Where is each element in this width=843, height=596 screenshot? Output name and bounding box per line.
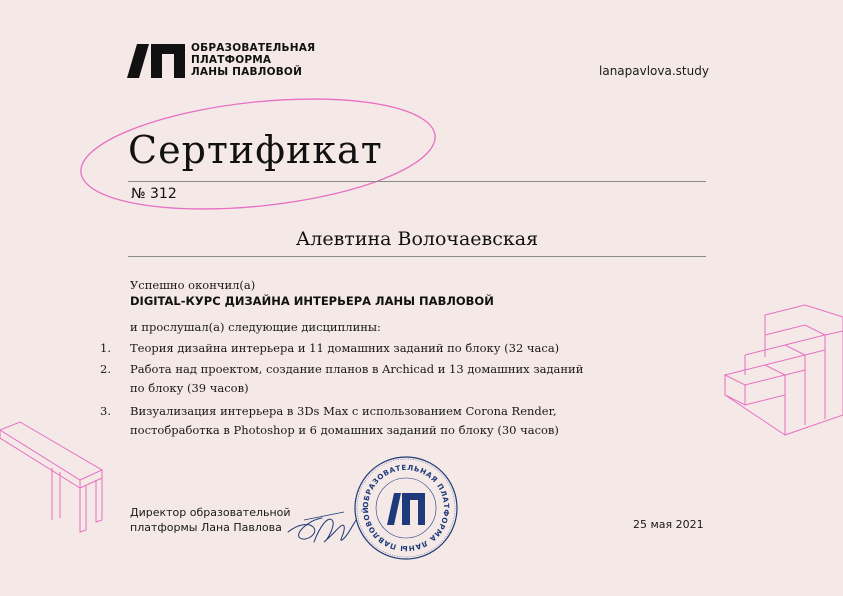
- list-number: 2.: [100, 362, 111, 376]
- signature-icon: [284, 502, 364, 550]
- logo-line: ЛАНЫ ПАВЛОВОЙ: [191, 66, 303, 78]
- logo-line: ПЛАТФОРМА: [191, 54, 272, 66]
- list-item-line: Теория дизайна интерьера и 11 домашних заданий по блоку (32 часа): [130, 341, 560, 355]
- recipient-name: Алевтина Волочаевская: [295, 228, 539, 250]
- divider: [128, 181, 706, 182]
- platform-logo: [127, 42, 327, 78]
- disciplines-intro: и прослушал(а) следующие дисциплины:: [130, 320, 381, 334]
- list-number: 1.: [100, 341, 111, 355]
- list-item-line: постобработка в Photoshop и 6 домашних заданий по блоку (30 часов): [130, 423, 559, 437]
- course-name: DIGITAL-КУРС ДИЗАЙНА ИНТЕРЬЕРА ЛАНЫ ПАВЛОВОЙ: [130, 294, 494, 308]
- stamp-seal-icon: [353, 455, 459, 561]
- list-item: [130, 360, 600, 398]
- list-item-line: Работа над проектом, создание планов в Archicad и 13 домашних заданий: [130, 362, 584, 376]
- list-item-line: по блоку (39 часов): [130, 381, 249, 395]
- stairs-decoration-icon: [720, 295, 843, 445]
- table-decoration-icon: [0, 420, 105, 535]
- intro-text: Успешно окончил(а): [130, 278, 256, 292]
- logo-text: [191, 42, 315, 78]
- stamp-text: ОБРАЗОВАТЕЛЬНАЯ ПЛАТФОРМА ЛАНЫ ПАВЛОВОЙ: [360, 462, 452, 554]
- director-line: Директор образовательной: [130, 506, 291, 519]
- site-url: lanapavlova.study: [599, 64, 709, 78]
- list-item: [130, 402, 600, 440]
- list-item: [130, 339, 600, 358]
- certificate-number: № 312: [131, 186, 177, 202]
- issue-date: 25 мая 2021: [633, 518, 704, 531]
- director-title: [130, 505, 291, 535]
- divider: [128, 256, 706, 257]
- list-number: 3.: [100, 404, 111, 418]
- logo-mark-icon: [127, 42, 187, 78]
- director-line: платформы Лана Павлова: [130, 521, 282, 534]
- list-item-line: Визуализация интерьера в 3Ds Max с использованием Corona Render,: [130, 404, 557, 418]
- logo-line: ОБРАЗОВАТЕЛЬНАЯ: [191, 42, 316, 54]
- certificate-title: Сертификат: [128, 128, 383, 172]
